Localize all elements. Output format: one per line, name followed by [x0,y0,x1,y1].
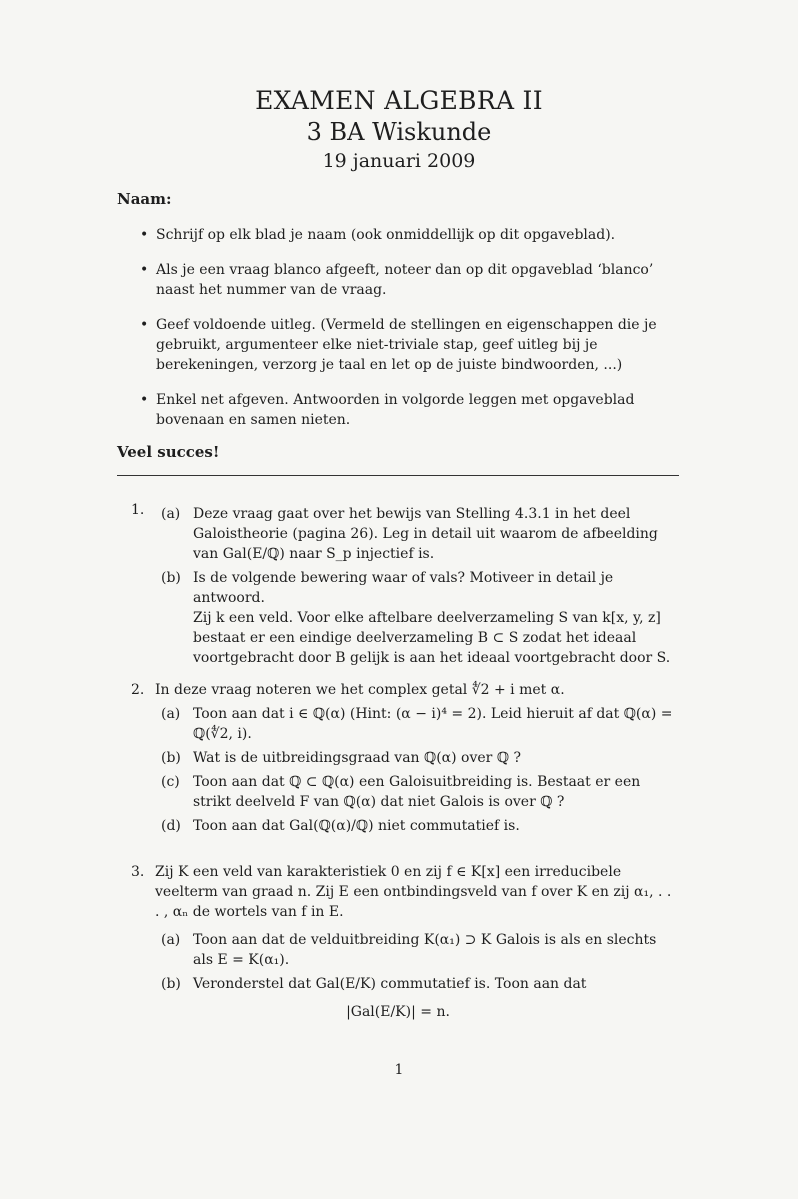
question-part [161,504,679,564]
part-label: (a) [161,932,181,948]
part-label: (a) [161,706,181,722]
question-part [161,704,679,744]
exam-title: EXAMEN ALGEBRA II [255,86,543,115]
question-part [161,816,679,836]
question-body [155,504,679,668]
exam-subtitle: 3 BA Wiskunde [306,118,492,146]
part-text: Toon aan dat de velduitbreiding K(α₁) ⊃ K Galois is als en slechts als E = K(α₁). [193,932,657,968]
part-text: Wat is de uitbreidingsgraad van ℚ(α) over ℚ ? [193,750,521,766]
question-part [161,772,679,812]
part-label: (d) [161,818,181,834]
question-3 [117,862,679,1022]
exam-date: 19 januari 2009 [322,150,476,172]
part-label: (c) [161,774,180,790]
part-text: Veronderstel dat Gal(E/K) commutatief is. Toon aan dat [193,976,587,992]
question-number: 3. [131,864,145,880]
question-1 [117,500,679,668]
instruction-item: • Enkel net afgeven. Antwoorden in volgorde leggen met opgaveblad bovenaan en samen nieten. [140,390,680,430]
part-text: Toon aan dat Gal(ℚ(α)/ℚ) niet commutatief is. [193,818,520,834]
question-intro: In deze vraag noteren we het complex getal ∜2 + i met α. [155,682,565,698]
divider [117,475,679,476]
instruction-item: • Schrijf op elk blad je naam (ook onmiddellijk op dit opgaveblad). [140,225,680,245]
closing-text: Veel succes! [117,443,220,461]
question-intro: Zij K een veld van karakteristiek 0 en zij f ∈ K[x] een irreducibele veelterm van graad n. Zij E een ontbindingsveld van f over K en zij α₁, . . . , αₙ de wortels van f in E. [155,864,672,920]
page-number: 1 [394,1062,404,1078]
name-label: Naam: [117,190,172,208]
part-text: Is de volgende bewering waar of vals? Motiveer in detail je antwoord. [193,570,614,606]
part-label: (b) [161,570,181,586]
part-text: Toon aan dat i ∈ ℚ(α) (Hint: (α − i)⁴ = 2). Leid hieruit af dat ℚ(α) = ℚ(∜2, i). [193,706,673,742]
question-part [161,930,679,970]
question-number: 1. [131,502,145,518]
part-label: (a) [161,506,181,522]
question-part [161,748,679,768]
question-part [161,974,679,994]
part-label: (b) [161,750,181,766]
instruction-item: • Als je een vraag blanco afgeeft, noteer dan op dit opgaveblad ‘blanco’ naast het nummer van de vraag. [140,260,680,300]
question-2 [117,680,679,836]
part-text: Toon aan dat ℚ ⊂ ℚ(α) een Galoisuitbreiding is. Bestaat er een strikt deelveld F van ℚ(α) dat niet Galois is over ℚ ? [193,774,641,810]
part-label: (b) [161,976,181,992]
display-formula: |Gal(E/K)| = n. [346,1004,450,1020]
part-text: Deze vraag gaat over het bewijs van Stelling 4.3.1 in het deel Galoistheorie (pagina 26). Leg in detail uit waarom de afbeelding van Gal(E/ℚ) naar S_p injectief is. [193,506,658,562]
part-statement: Zij k een veld. Voor elke aftelbare deelverzameling S van k[x, y, z] bestaat er een eindige deelverzameling B ⊂ S zodat het ideaal voortgebracht door B gelijk is aan het ideaal voortgebracht door S. [193,610,671,666]
question-number: 2. [131,682,145,698]
instruction-item: • Geef voldoende uitleg. (Vermeld de stellingen en eigenschappen die je gebruikt, argumenteer elke niet-triviale stap, geef uitleg bij je berekeningen, verzorg je taal en let op de juiste bindwoorden, ...) [140,315,680,375]
question-part [161,568,679,668]
instructions-list [140,225,680,445]
